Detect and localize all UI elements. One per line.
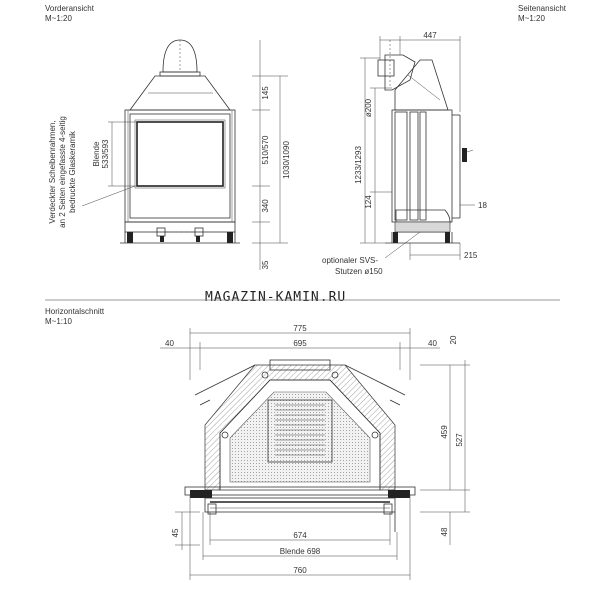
dim-674: 674	[293, 531, 307, 540]
side-view	[354, 31, 487, 260]
door-glass	[137, 122, 223, 186]
front-view-title: Vorderansicht	[45, 4, 94, 13]
dim-45: 45	[171, 528, 180, 538]
dim-48: 48	[440, 527, 449, 537]
dim-18: 18	[478, 201, 487, 210]
dim-40-right: 40	[428, 339, 437, 348]
side-hood	[395, 60, 448, 110]
blende-label: Blende	[92, 141, 101, 167]
svs-leader	[385, 232, 420, 258]
blende-698: Blende 698	[279, 547, 321, 556]
dim-340: 340	[261, 199, 270, 213]
dim-695: 695	[293, 339, 307, 348]
dim-459: 459	[440, 425, 449, 439]
dim-510-570: 510/570	[261, 135, 270, 165]
door-frame	[205, 498, 395, 512]
horizontal-section	[160, 324, 470, 580]
dim-35: 35	[261, 260, 270, 270]
frame-note-line3: bedruckte Glaskeramik	[68, 131, 77, 213]
frame-note-leader	[82, 186, 135, 206]
front-view	[48, 40, 291, 270]
dim-1233-1293: 1233/1293	[354, 146, 363, 184]
firebox-body	[125, 110, 235, 222]
frame-note-line2: an 2 Seiten eingefasste 4-seitig	[58, 116, 67, 228]
svs-note-line2: Stutzen ø150	[335, 267, 383, 276]
dim-40-left: 40	[165, 339, 174, 348]
frame-note-line1: Verdeckter Scheibenrahmen,	[48, 120, 57, 224]
svs-note-line1: optionaler SVS-	[322, 256, 379, 265]
dim-124: 124	[364, 195, 373, 209]
dim-1030-1090: 1030/1090	[282, 141, 291, 179]
dim-20: 20	[449, 335, 458, 345]
front-view-scale: M~1:20	[45, 14, 72, 23]
side-body	[392, 110, 452, 222]
dim-775: 775	[293, 324, 307, 333]
side-view-title: Seitenansicht	[518, 4, 567, 13]
horizontal-view-title: Horizontalschnitt	[45, 307, 105, 316]
dim-200: ø200	[364, 98, 373, 118]
dim-527: 527	[455, 433, 464, 447]
dim-760: 760	[293, 566, 307, 575]
horizontal-view-scale: M~1:10	[45, 317, 72, 326]
side-view-scale: M~1:20	[518, 14, 545, 23]
door-handle	[462, 148, 467, 162]
dim-215: 215	[464, 251, 478, 260]
blende-dims: 533/593	[101, 139, 110, 169]
dim-145: 145	[261, 86, 270, 100]
firebox-interior	[230, 392, 370, 482]
dim-447: 447	[423, 31, 437, 40]
brand-label: MAGAZIN-KAMIN.RU	[205, 290, 347, 305]
